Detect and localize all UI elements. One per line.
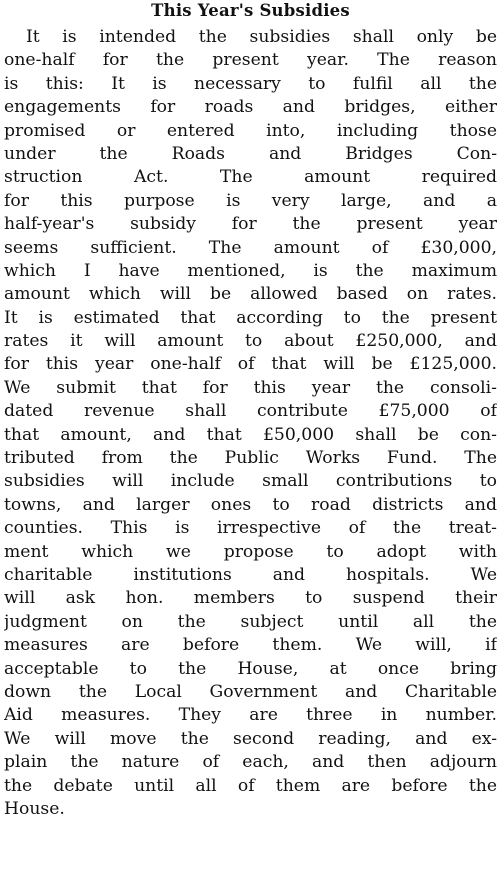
article-title: This Year's Subsidies [151,1,350,20]
article-line: subsidies will include small contributions to [4,471,497,492]
article-line: rates it will amount to about £250,000, and [4,331,497,352]
article-line: counties. This is irrespective of the treat- [4,518,497,539]
article-line: engagements for roads and bridges, either [4,97,497,118]
article-line: Aid measures. They are three in number. [4,705,497,726]
article-body [4,26,497,821]
article-line: under the Roads and Bridges Con- [4,143,497,164]
article-line: towns, and larger ones to road districts and [4,494,497,515]
article-line: It is estimated that according to the present [4,307,497,328]
article-line: will ask hon. members to suspend their [4,588,497,609]
article-line: for this year one-half of that will be £125,000. [4,354,497,375]
article-line: down the Local Government and Charitable [4,681,497,702]
article-line: judgment on the subject until all the [4,611,497,632]
article-line: half-year's subsidy for the present year [4,214,497,235]
article-line: struction Act. The amount required [4,167,497,188]
article-line: amount which will be allowed based on rates. [4,284,497,305]
article-line: plain the nature of each, and then adjourn [4,752,497,773]
article-line: dated revenue shall contribute £75,000 of [4,401,497,422]
article-line: seems sufficient. The amount of £30,000, [4,237,497,258]
article-line: We submit that for this year the consoli- [4,377,497,398]
article-line: which I have mentioned, is the maximum [4,260,497,281]
article-line: is this: It is necessary to fulfil all the [4,73,497,94]
article-line: acceptable to the House, at once bring [4,658,497,679]
article-line: one-half for the present year. The reason [4,50,497,71]
article-line: promised or entered into, including those [4,120,497,141]
article-line: measures are before them. We will, if [4,635,497,656]
article-line: charitable institutions and hospitals. We [4,564,497,585]
article-line: ment which we propose to adopt with [4,541,497,562]
article-line: the debate until all of them are before the [4,775,497,796]
article-line: House. [4,798,65,819]
article-line: tributed from the Public Works Fund. The [4,448,497,469]
article-line: that amount, and that £50,000 shall be con- [4,424,497,445]
article-line: for this purpose is very large, and a [4,190,497,211]
article-line: We will move the second reading, and ex- [4,728,497,749]
article-line: It is intended the subsidies shall only be [26,27,497,47]
